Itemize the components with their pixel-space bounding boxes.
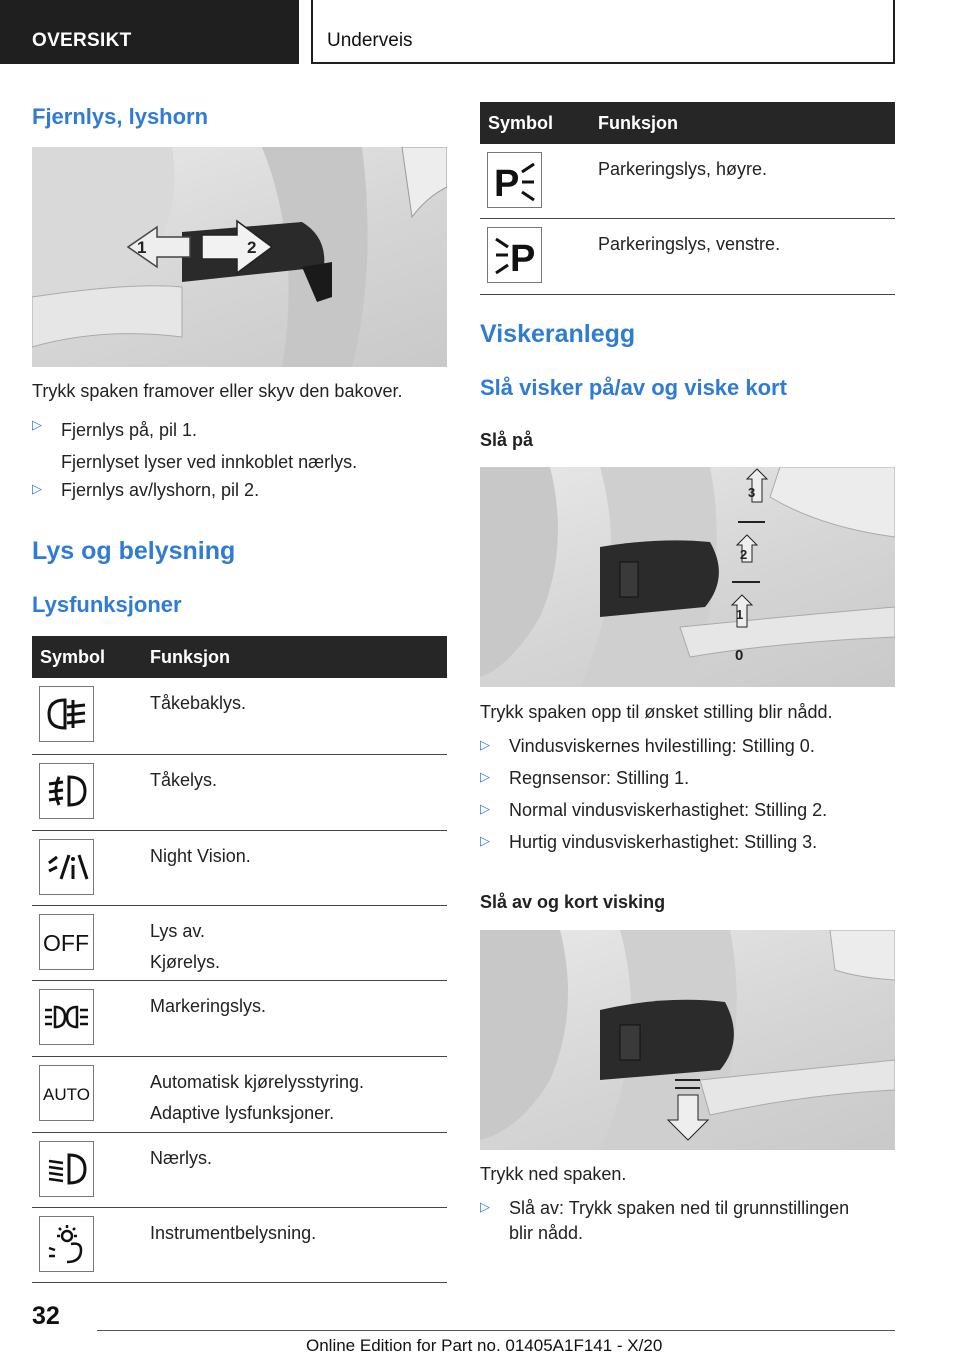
bullet-triangle-icon: ▷ bbox=[480, 833, 490, 848]
table-row: Night Vision. bbox=[32, 830, 447, 905]
photo-wiper-stalk-down bbox=[480, 930, 895, 1150]
col-header-symbol: Symbol bbox=[480, 102, 598, 144]
svg-text:1: 1 bbox=[736, 607, 744, 622]
instrument-lighting-icon bbox=[39, 1216, 94, 1272]
front-fog-light-icon bbox=[39, 763, 94, 819]
list-item: ▷ Regnsensor: Stilling 1. bbox=[480, 768, 690, 788]
table-row: Instrumentbelysning. bbox=[32, 1207, 447, 1282]
list-item: ▷ Normal vindusviskerhastighet: Stilling 2. bbox=[480, 800, 828, 820]
heading-high-beam: Fjernlys, lyshorn bbox=[32, 104, 209, 129]
footer-edition: Online Edition for Part no. 01405A1F141 - X/20 bbox=[306, 1336, 663, 1355]
table-row: P Parkeringslys, venstre. bbox=[480, 218, 895, 294]
night-vision-icon bbox=[39, 839, 94, 895]
parking-light-right-icon bbox=[487, 152, 542, 208]
list-item: ▷ Hurtig vindusviskerhastighet: Stilling 3. bbox=[480, 832, 818, 852]
list-item: ▷ Fjernlys på, pil 1. Fjernlyset lyser ved innkoblet nærlys. bbox=[32, 417, 358, 472]
table-row: Tåkelys. bbox=[32, 754, 447, 830]
heading-light-functions: Lysfunksjoner bbox=[32, 592, 182, 617]
svg-text:0: 0 bbox=[735, 647, 744, 664]
bullet-triangle-icon: ▷ bbox=[32, 481, 42, 496]
bullet-triangle-icon: ▷ bbox=[480, 737, 490, 752]
header-chapter-label: Underveis bbox=[327, 30, 413, 51]
col-header-function: Funksjon bbox=[598, 102, 895, 144]
heading-wiper-switch: Slå visker på/av og viske kort bbox=[480, 375, 787, 400]
svg-text:P: P bbox=[509, 237, 535, 277]
col-header-function: Funksjon bbox=[150, 636, 447, 678]
arrow-label-2: 2 bbox=[247, 238, 257, 257]
subheading-switch-off: Slå av og kort visking bbox=[480, 892, 666, 912]
header-section-label: OVERSIKT bbox=[32, 30, 132, 51]
subheading-switch-on: Slå på bbox=[480, 430, 534, 450]
header-section-tab bbox=[0, 0, 299, 64]
wiper-off-text: Trykk ned spaken. bbox=[480, 1164, 627, 1184]
table-row: AUTO Automatisk kjørelysstyring. Adaptive lysfunksjoner. bbox=[32, 1056, 447, 1132]
side-marker-lights-icon bbox=[39, 989, 94, 1045]
auto-icon bbox=[39, 1065, 94, 1121]
svg-text:P: P bbox=[493, 163, 519, 202]
photo-wiper-stalk-up bbox=[480, 467, 895, 687]
bullet-triangle-icon: ▷ bbox=[480, 801, 490, 816]
footer-divider bbox=[97, 1330, 895, 1331]
svg-text:AUTO: AUTO bbox=[42, 1084, 90, 1104]
svg-text:2: 2 bbox=[740, 547, 748, 562]
arrow-label-1: 1 bbox=[137, 238, 147, 257]
heading-lights: Lys og belysning bbox=[32, 537, 236, 565]
bullet-triangle-icon: ▷ bbox=[480, 1199, 490, 1214]
list-item: ▷ Slå av: Trykk spaken ned til grunnstillingen blir nådd. bbox=[480, 1198, 850, 1243]
svg-text:3: 3 bbox=[748, 485, 756, 500]
photo-high-beam-stalk bbox=[32, 147, 447, 367]
heading-wipers: Viskeranlegg bbox=[480, 320, 636, 348]
svg-text:OFF: OFF bbox=[42, 929, 89, 956]
high-beam-intro: Trykk spaken framover eller skyv den bakover. bbox=[32, 381, 403, 401]
col-header-symbol: Symbol bbox=[32, 636, 150, 678]
bullet-triangle-icon: ▷ bbox=[32, 417, 42, 432]
header-chapter-tab bbox=[311, 0, 895, 64]
parking-lights-table bbox=[480, 102, 895, 295]
off-icon bbox=[39, 914, 94, 970]
table-row: Tåkebaklys. bbox=[32, 678, 447, 754]
list-item: ▷ Fjernlys av/lyshorn, pil 2. bbox=[32, 480, 260, 500]
table-row: P Parkeringslys, høyre. bbox=[480, 144, 895, 218]
parking-light-left-icon bbox=[487, 227, 542, 283]
light-functions-table bbox=[32, 636, 447, 1283]
low-beam-icon bbox=[39, 1141, 94, 1197]
rear-fog-light-icon bbox=[39, 686, 94, 742]
table-row: Nærlys. bbox=[32, 1132, 447, 1207]
wiper-on-text: Trykk spaken opp til ønsket stilling blir nådd. bbox=[480, 702, 833, 722]
table-row: OFF Lys av. Kjørelys. bbox=[32, 905, 447, 980]
page-number: 32 bbox=[32, 1302, 60, 1330]
bullet-triangle-icon: ▷ bbox=[480, 769, 490, 784]
table-row: Markeringslys. bbox=[32, 980, 447, 1056]
list-item: ▷ Vindusviskernes hvilestilling: Stilling 0. bbox=[480, 736, 815, 756]
